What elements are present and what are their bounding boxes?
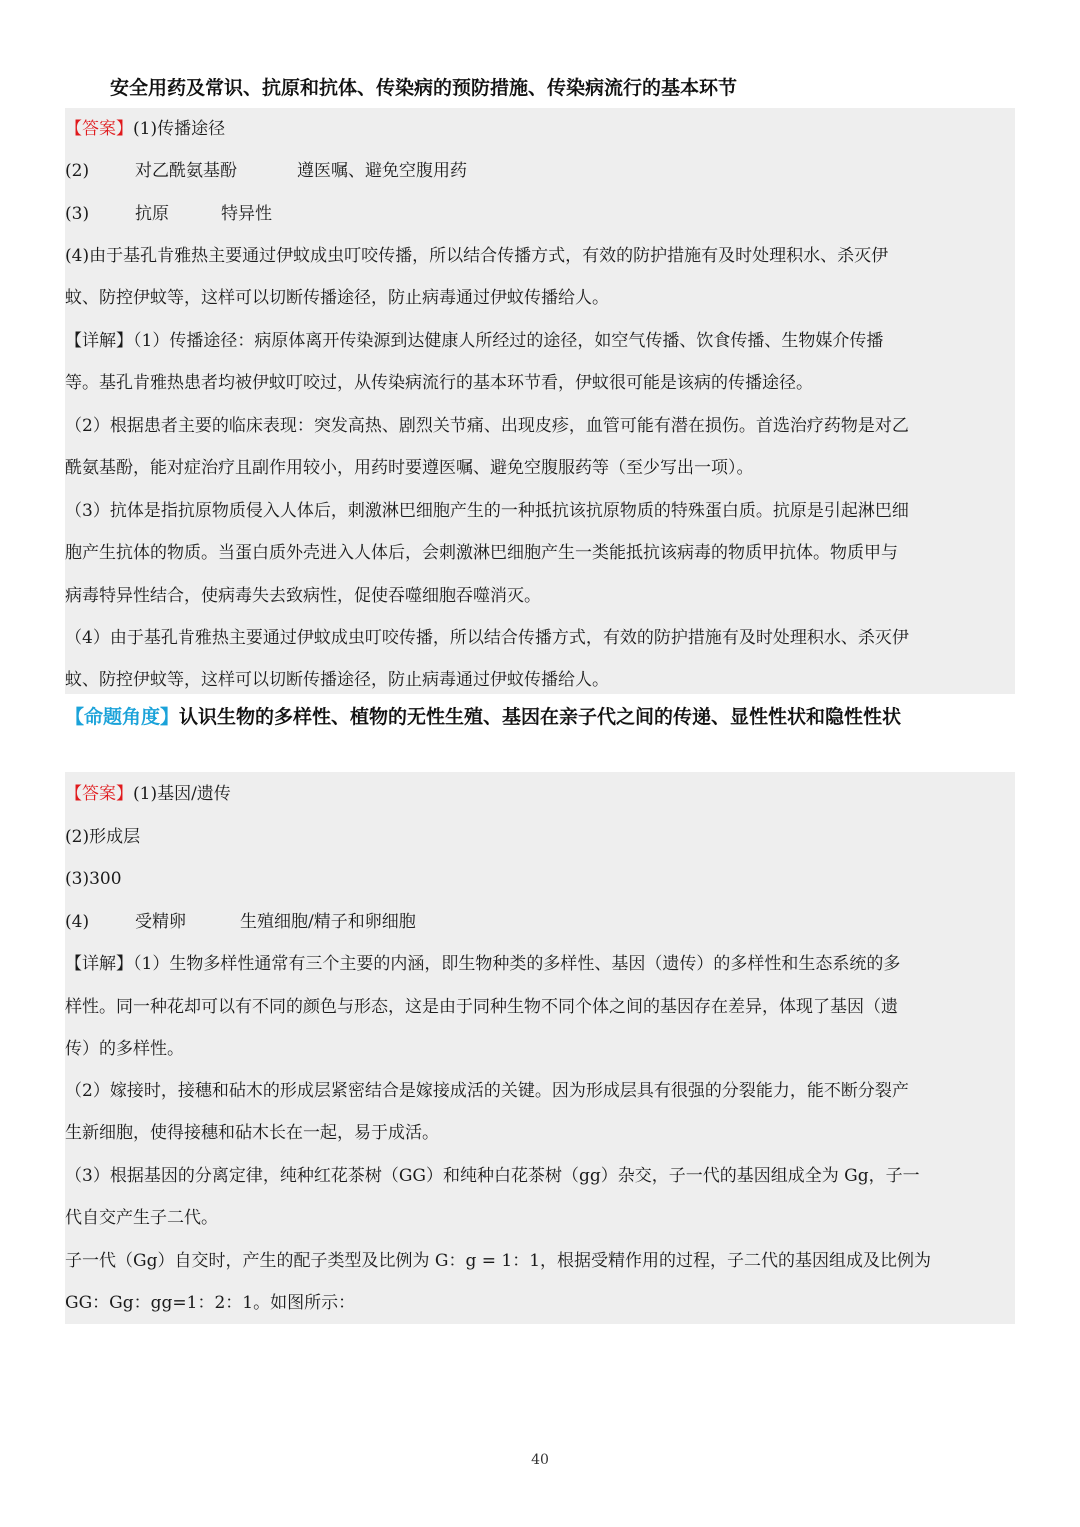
answer-text: (1)基因/遗传 <box>133 784 231 804</box>
answer-part-a: 对乙酰氨基酚 <box>135 161 237 181</box>
detail-line-2b: 酰氨基酚，能对症治疗且副作用较小，用药时要遵医嘱、避免空腹服药等（至少写出一项）。 <box>65 458 754 478</box>
answer-number: (2) <box>65 161 90 181</box>
detail-line-3b: 代自交产生子二代。 <box>65 1208 218 1228</box>
answer-block-1 <box>65 108 1015 694</box>
detail-line-1b: 等。基孔肯雅热患者均被伊蚊叮咬过，从传染病流行的基本环节看，伊蚊很可能是该病的传播途径。 <box>65 373 813 393</box>
answer-line-1 <box>65 117 1015 141</box>
answer-part-b: 遵医嘱、避免空腹用药 <box>297 161 467 181</box>
answer-line-1 <box>65 782 1015 806</box>
detail-line-2a: （2）嫁接时，接穗和砧木的形成层紧密结合是嫁接成活的关键。因为形成层具有很强的分裂能力，能不断分裂产 <box>65 1081 909 1101</box>
detail-line-4a: （4）由于基孔肯雅热主要通过伊蚊成虫叮咬传播，所以结合传播方式，有效的防护措施有及时处理积水、杀灭伊 <box>65 628 909 648</box>
answer-number: (4) <box>65 912 90 932</box>
answer-tag: 【答案】 <box>65 119 133 139</box>
detail-line-3a: （3）抗体是指抗原物质侵入人体后，刺激淋巴细胞产生的一种抵抗该抗原物质的特殊蛋白质。抗原是引起淋巴细 <box>65 501 909 521</box>
detail-text: （1）生物多样性通常有三个主要的内涵，即生物种类的多样性、基因（遗传）的多样性和生态系统的多 <box>133 954 901 974</box>
answer-line-4a: (4)由于基孔肯雅热主要通过伊蚊成虫叮咬传播，所以结合传播方式，有效的防护措施有及时处理积水、杀灭伊 <box>65 246 889 266</box>
detail-line-1b: 样性。同一种花却可以有不同的颜色与形态，这是由于同种生物不同个体之间的基因存在差异，体现了基因（遗 <box>65 997 898 1017</box>
detail-tag: 【详解】 <box>65 954 133 974</box>
detail-line-3b: 胞产生抗体的物质。当蛋白质外壳进入人体后，会刺激淋巴细胞产生一类能抵抗该病毒的物质甲抗体。物质甲与 <box>65 543 898 563</box>
detail-tag: 【详解】 <box>65 331 133 351</box>
question-angle-heading <box>65 702 1055 732</box>
page-number: 40 <box>531 1452 549 1468</box>
answer-line-2: (2)形成层 <box>65 827 141 847</box>
detail-line-3d: GG：Gg：gg=1：2：1。如图所示： <box>65 1293 356 1313</box>
detail-line-3a: （3）根据基因的分离定律，纯种红花茶树（GG）和纯种白花茶树（gg）杂交，子一代的基因组成全为 Gg，子一 <box>65 1166 920 1186</box>
answer-part-a: 抗原 <box>135 204 169 224</box>
answer-number: (3) <box>65 204 90 224</box>
detail-line-4b: 蚊、防控伊蚊等，这样可以切断传播途径，防止病毒通过伊蚊传播给人。 <box>65 670 609 690</box>
answer-part-b: 生殖细胞/精子和卵细胞 <box>240 912 416 932</box>
detail-line-3c: 病毒特异性结合，使病毒失去致病性，促使吞噬细胞吞噬消灭。 <box>65 586 541 606</box>
angle-text: 认识生物的多样性、植物的无性生殖、基因在亲子代之间的传递、显性性状和隐性性状 <box>179 706 902 728</box>
detail-line-3c: 子一代（Gg）自交时，产生的配子类型及比例为 G：g = 1：1，根据受精作用的过程，子二代的基因组成及比例为 <box>65 1251 932 1271</box>
detail-line-1c: 传）的多样性。 <box>65 1039 184 1059</box>
section-heading: 安全用药及常识、抗原和抗体、传染病的预防措施、传染病流行的基本环节 <box>110 77 738 99</box>
answer-tag: 【答案】 <box>65 784 133 804</box>
answer-line-2 <box>65 159 1015 183</box>
answer-block-2 <box>65 772 1015 1324</box>
detail-line-2b: 生新细胞，使得接穗和砧木长在一起，易于成活。 <box>65 1123 439 1143</box>
answer-text: (1)传播途径 <box>133 119 226 139</box>
angle-tag: 【命题角度】 <box>65 706 180 728</box>
detail-text: （1）传播途径：病原体离开传染源到达健康人所经过的途径，如空气传播、饮食传播、生物媒介传播 <box>133 331 884 351</box>
detail-line-1a <box>65 329 1015 353</box>
answer-line-3: (3)300 <box>65 869 122 889</box>
answer-line-4 <box>65 910 1015 934</box>
answer-part-a: 受精卵 <box>135 912 186 932</box>
answer-line-3 <box>65 202 1015 226</box>
answer-part-b: 特异性 <box>221 204 272 224</box>
detail-line-1a <box>65 952 1015 976</box>
answer-line-4b: 蚊、防控伊蚊等，这样可以切断传播途径，防止病毒通过伊蚊传播给人。 <box>65 288 609 308</box>
detail-line-2a: （2）根据患者主要的临床表现：突发高热、剧烈关节痛、出现皮疹，血管可能有潜在损伤。首选治疗药物是对乙 <box>65 416 909 436</box>
